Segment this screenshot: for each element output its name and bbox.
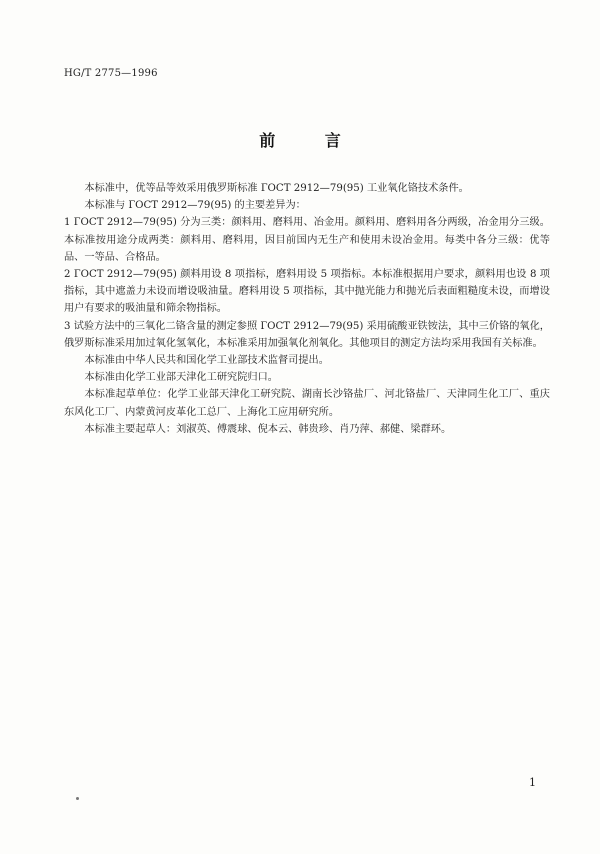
standard-code: HG/T 2775—1996 bbox=[64, 68, 158, 79]
paragraph-drafters: 本标准主要起草人：刘淑英、傅震球、倪本云、韩贵珍、肖乃萍、郝健、梁群环。 bbox=[84, 423, 452, 435]
paragraph-differences-intro: 本标准与 ГОСТ 2912—79(95) 的主要差异为： bbox=[84, 200, 306, 212]
paragraph-proposed-by: 本标准由中华人民共和国化学工业部技术监督司提出。 bbox=[84, 355, 329, 367]
difference-item-3: 3 试验方法中的三氧化二铬含量的测定参照 ГОСТ 2912—79(95) 采用硫酸亚铁铵法，其中三价铬的氧化，俄罗斯标准采用加过氧化氢氧化，本标准采用加强氧化剂氧化。其他项目的测定方法均采用我国有关标准。 bbox=[64, 320, 550, 349]
page-number: 1 bbox=[529, 776, 536, 789]
foreword-body bbox=[64, 180, 550, 438]
difference-item-1: 1 ГОСТ 2912—79(95) 分为三类：颜料用、磨料用、冶金用。颜料用、磨料用各分两级，冶金用分三级。本标准按用途分成两类：颜料用、磨料用，因目前国内无生产和使用未设冶金用。每类中各分三级：优等品、一等品、合格品。 bbox=[64, 217, 550, 263]
paragraph-adoption: 本标准中，优等品等效采用俄罗斯标准 ГОСТ 2912—79(95) 工业氧化铬技术条件。 bbox=[84, 183, 469, 194]
paragraph-drafting-units: 本标准起草单位：化学工业部天津化工研究院、湖南长沙铬盐厂、河北铬盐厂、天津同生化工厂、重庆东风化工厂、内蒙黄河皮革化工总厂、上海化工应用研究所。 bbox=[64, 389, 550, 418]
paragraph-managed-by: 本标准由化学工业部天津化工研究院归口。 bbox=[84, 372, 278, 384]
page-title: 前 言 bbox=[259, 131, 363, 150]
scan-artifact bbox=[76, 797, 79, 800]
difference-item-2: 2 ГОСТ 2912—79(95) 颜料用设 8 项指标，磨料用设 5 项指标。本标准根据用户要求，颜料用也设 8 项指标，其中遮盖力未设而增设吸油量。磨料用设 5 项指标，其中抛光能力和抛光后表面粗糙度未设，而增设用户有要求的吸油量和筛余物指标。 bbox=[64, 269, 550, 315]
